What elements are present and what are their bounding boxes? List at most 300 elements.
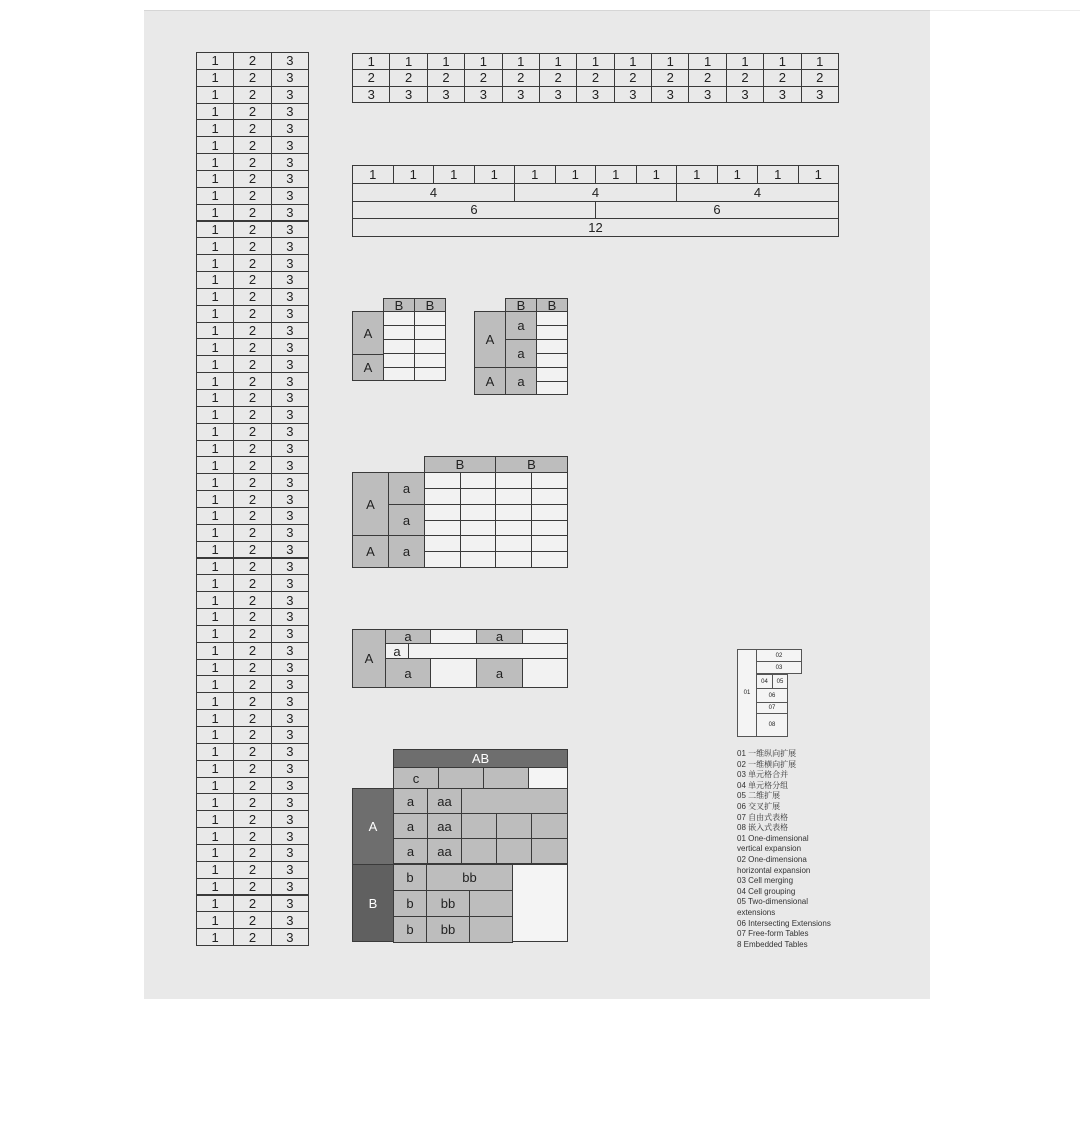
horizontal-table-cell: 2 bbox=[502, 69, 540, 86]
vertical-table-cell: 3 bbox=[271, 827, 309, 845]
vertical-table-cell: 2 bbox=[233, 574, 271, 592]
merge-table-cell: 1 bbox=[595, 165, 637, 184]
vertical-table-cell: 2 bbox=[233, 372, 271, 390]
vertical-table-cell: 3 bbox=[271, 473, 309, 491]
freeform-cell bbox=[496, 838, 532, 864]
group-body-cell bbox=[536, 339, 568, 354]
two-dim-header-cell: B bbox=[495, 456, 568, 473]
vertical-table-cell: 3 bbox=[271, 305, 309, 323]
freeform-cell: a bbox=[393, 838, 428, 864]
vertical-table-cell: 3 bbox=[271, 322, 309, 340]
group-body-cell bbox=[414, 367, 446, 381]
page-edge-line bbox=[930, 10, 1080, 11]
intersect-cell bbox=[522, 658, 568, 688]
mini-diagram-cell: 08 bbox=[756, 713, 788, 737]
vertical-table-cell: 2 bbox=[233, 709, 271, 727]
vertical-table-cell: 1 bbox=[196, 456, 234, 474]
group-header-cell: B bbox=[414, 298, 446, 312]
horizontal-table-cell: 2 bbox=[801, 69, 839, 86]
legend bbox=[737, 749, 867, 950]
vertical-table-cell: 1 bbox=[196, 271, 234, 289]
vertical-table-cell: 2 bbox=[233, 760, 271, 778]
legend-line: 01 One-dimensional bbox=[737, 833, 809, 843]
group-body-cell bbox=[414, 339, 446, 354]
vertical-table-cell: 1 bbox=[196, 440, 234, 458]
merge-table-cell: 4 bbox=[676, 183, 839, 202]
vertical-table-cell: 3 bbox=[271, 372, 309, 390]
horizontal-table-cell: 1 bbox=[726, 53, 764, 70]
vertical-table-cell: 2 bbox=[233, 473, 271, 491]
vertical-table-cell: 1 bbox=[196, 844, 234, 862]
intersect-cell: a bbox=[385, 629, 431, 644]
two-dim-body-cell bbox=[424, 535, 461, 552]
merge-table-cell: 4 bbox=[352, 183, 515, 202]
intersect-cell bbox=[522, 629, 568, 644]
vertical-table-cell: 2 bbox=[233, 726, 271, 744]
vertical-table-cell: 3 bbox=[271, 338, 309, 356]
horizontal-table-cell: 3 bbox=[427, 86, 465, 103]
freeform-cell bbox=[469, 916, 513, 943]
vertical-table-cell: 1 bbox=[196, 827, 234, 845]
vertical-table-cell: 3 bbox=[271, 153, 309, 171]
two-dim-subrow-cell: a bbox=[388, 535, 425, 568]
vertical-table-cell: 2 bbox=[233, 743, 271, 761]
vertical-table-cell: 3 bbox=[271, 541, 309, 559]
vertical-table-cell: 1 bbox=[196, 574, 234, 592]
merge-table-cell: 1 bbox=[717, 165, 759, 184]
two-dim-body-cell bbox=[460, 551, 497, 568]
horizontal-table-cell: 1 bbox=[801, 53, 839, 70]
vertical-table-cell: 2 bbox=[233, 322, 271, 340]
vertical-table-cell: 3 bbox=[271, 221, 309, 239]
vertical-table-cell: 2 bbox=[233, 675, 271, 693]
merge-table-cell: 1 bbox=[514, 165, 556, 184]
legend-line: vertical expansion bbox=[737, 844, 802, 854]
horizontal-table-cell: 1 bbox=[389, 53, 427, 70]
two-dim-row-cell: A bbox=[352, 535, 389, 568]
legend-line: 02 One-dimensiona bbox=[737, 854, 807, 864]
two-dim-body-cell bbox=[495, 488, 532, 505]
vertical-table-cell: 1 bbox=[196, 103, 234, 121]
intersect-cell: a bbox=[476, 629, 523, 644]
vertical-table-cell: 3 bbox=[271, 490, 309, 508]
group-body-cell bbox=[536, 325, 568, 340]
mini-diagram-cell: 04 bbox=[756, 674, 773, 689]
vertical-table-cell: 2 bbox=[233, 777, 271, 795]
vertical-table-cell: 2 bbox=[233, 136, 271, 154]
horizontal-table-cell: 1 bbox=[688, 53, 726, 70]
horizontal-table-cell: 2 bbox=[614, 69, 652, 86]
merge-table-cell: 1 bbox=[676, 165, 718, 184]
two-dim-body-cell bbox=[531, 472, 568, 489]
group-body-cell bbox=[536, 311, 568, 326]
legend-line: 07 Free-form Tables bbox=[737, 929, 809, 939]
vertical-table-cell: 3 bbox=[271, 440, 309, 458]
two-dim-body-cell bbox=[460, 535, 497, 552]
vertical-table-cell: 2 bbox=[233, 911, 271, 929]
vertical-table-cell: 1 bbox=[196, 726, 234, 744]
vertical-table-cell: 1 bbox=[196, 675, 234, 693]
two-dim-subrow-cell: a bbox=[388, 472, 425, 505]
group-body-cell bbox=[383, 325, 415, 340]
horizontal-table-cell: 2 bbox=[389, 69, 427, 86]
vertical-table-cell: 2 bbox=[233, 928, 271, 946]
freeform-cell bbox=[528, 767, 568, 789]
vertical-table-cell: 3 bbox=[271, 675, 309, 693]
vertical-table-cell: 1 bbox=[196, 608, 234, 626]
horizontal-table-cell: 2 bbox=[427, 69, 465, 86]
merge-table-cell: 1 bbox=[636, 165, 678, 184]
vertical-table-cell: 1 bbox=[196, 86, 234, 104]
vertical-table-cell: 2 bbox=[233, 878, 271, 896]
vertical-table-cell: 2 bbox=[233, 440, 271, 458]
vertical-table-cell: 2 bbox=[233, 153, 271, 171]
vertical-table-cell: 2 bbox=[233, 810, 271, 828]
two-dim-body-cell bbox=[495, 551, 532, 568]
vertical-table-cell: 2 bbox=[233, 52, 271, 70]
vertical-table-cell: 3 bbox=[271, 86, 309, 104]
two-dim-body-cell bbox=[531, 535, 568, 552]
vertical-table-cell: 1 bbox=[196, 187, 234, 205]
vertical-table-cell: 2 bbox=[233, 86, 271, 104]
horizontal-table-cell: 1 bbox=[651, 53, 689, 70]
group-body-cell bbox=[536, 381, 568, 395]
vertical-table-cell: 1 bbox=[196, 406, 234, 424]
vertical-table-cell: 2 bbox=[233, 591, 271, 609]
group-row-cell: A bbox=[474, 367, 506, 395]
vertical-table-cell: 2 bbox=[233, 254, 271, 272]
merge-table-cell: 4 bbox=[514, 183, 677, 202]
vertical-table-cell: 1 bbox=[196, 204, 234, 222]
vertical-table-cell: 3 bbox=[271, 642, 309, 660]
group-header-cell: B bbox=[536, 298, 568, 312]
legend-line: 05 二维扩展 bbox=[737, 791, 781, 801]
freeform-cell bbox=[531, 838, 568, 864]
vertical-table-cell: 3 bbox=[271, 574, 309, 592]
vertical-table-cell: 3 bbox=[271, 271, 309, 289]
freeform-cell bbox=[461, 813, 497, 839]
vertical-table-cell: 1 bbox=[196, 760, 234, 778]
horizontal-table-cell: 3 bbox=[726, 86, 764, 103]
intersect-cell: a bbox=[385, 658, 431, 688]
vertical-table-cell: 3 bbox=[271, 119, 309, 137]
mini-diagram-cell: 02 bbox=[756, 649, 802, 662]
vertical-table-cell: 3 bbox=[271, 103, 309, 121]
group-body-cell bbox=[383, 339, 415, 354]
two-dim-body-cell bbox=[424, 504, 461, 521]
vertical-table-cell: 2 bbox=[233, 608, 271, 626]
horizontal-table-cell: 3 bbox=[352, 86, 390, 103]
mini-diagram-cell: 03 bbox=[756, 661, 802, 674]
legend-line: 07 自由式表格 bbox=[737, 812, 789, 822]
vertical-table-cell: 1 bbox=[196, 709, 234, 727]
vertical-table-cell: 3 bbox=[271, 793, 309, 811]
merge-table-cell: 1 bbox=[757, 165, 799, 184]
vertical-table-cell: 3 bbox=[271, 878, 309, 896]
horizontal-table-cell: 3 bbox=[464, 86, 502, 103]
horizontal-table-cell: 3 bbox=[389, 86, 427, 103]
vertical-table-cell: 1 bbox=[196, 507, 234, 525]
vertical-table-cell: 2 bbox=[233, 119, 271, 137]
merge-table-cell: 1 bbox=[352, 165, 394, 184]
freeform-cell: bb bbox=[426, 916, 470, 943]
horizontal-table-cell: 1 bbox=[464, 53, 502, 70]
vertical-table-cell: 2 bbox=[233, 237, 271, 255]
group-row-cell: A bbox=[352, 311, 384, 355]
vertical-table-cell: 2 bbox=[233, 423, 271, 441]
vertical-table-cell: 1 bbox=[196, 692, 234, 710]
vertical-table-cell: 3 bbox=[271, 254, 309, 272]
horizontal-table-cell: 2 bbox=[651, 69, 689, 86]
group-body-cell bbox=[414, 353, 446, 368]
horizontal-table-cell: 1 bbox=[539, 53, 577, 70]
horizontal-table-cell: 3 bbox=[614, 86, 652, 103]
intersect-cell bbox=[408, 643, 568, 659]
vertical-table-cell: 2 bbox=[233, 625, 271, 643]
vertical-table-cell: 1 bbox=[196, 69, 234, 87]
vertical-table-cell: 2 bbox=[233, 221, 271, 239]
merge-table-cell: 1 bbox=[474, 165, 516, 184]
legend-line: 03 Cell merging bbox=[737, 876, 794, 886]
vertical-table-cell: 1 bbox=[196, 895, 234, 913]
merge-table-cell: 6 bbox=[352, 201, 596, 220]
vertical-table-cell: 1 bbox=[196, 52, 234, 70]
merge-table-cell: 6 bbox=[595, 201, 839, 220]
intersect-cell: a bbox=[476, 658, 523, 688]
vertical-table-cell: 3 bbox=[271, 237, 309, 255]
vertical-table-cell: 1 bbox=[196, 288, 234, 306]
horizontal-table-cell: 3 bbox=[502, 86, 540, 103]
vertical-table-cell: 1 bbox=[196, 355, 234, 373]
legend-line: 06 Intersecting Extensions bbox=[737, 918, 831, 928]
two-dim-row-cell: A bbox=[352, 472, 389, 536]
vertical-table-cell: 2 bbox=[233, 170, 271, 188]
mini-diagram-cell: 05 bbox=[772, 674, 788, 689]
vertical-table-cell: 1 bbox=[196, 119, 234, 137]
legend-line: 06 交叉扩展 bbox=[737, 801, 781, 811]
vertical-table-cell: 3 bbox=[271, 726, 309, 744]
vertical-table-cell: 2 bbox=[233, 558, 271, 576]
vertical-table-cell: 3 bbox=[271, 136, 309, 154]
vertical-table-cell: 3 bbox=[271, 591, 309, 609]
vertical-table-cell: 3 bbox=[271, 659, 309, 677]
freeform-cell: b bbox=[393, 890, 427, 917]
vertical-table-cell: 1 bbox=[196, 541, 234, 559]
freeform-cell: a bbox=[393, 813, 428, 839]
vertical-table-cell: 3 bbox=[271, 507, 309, 525]
vertical-table-cell: 1 bbox=[196, 878, 234, 896]
vertical-table-cell: 1 bbox=[196, 322, 234, 340]
two-dim-body-cell bbox=[495, 535, 532, 552]
merge-table-cell: 1 bbox=[433, 165, 475, 184]
mini-diagram-cell: 07 bbox=[756, 702, 788, 714]
subgroup-cell: a bbox=[505, 367, 537, 395]
group-header-cell: B bbox=[383, 298, 415, 312]
vertical-table-cell: 3 bbox=[271, 743, 309, 761]
vertical-table-cell: 3 bbox=[271, 861, 309, 879]
vertical-table-cell: 1 bbox=[196, 389, 234, 407]
freeform-group-cell: B bbox=[352, 864, 394, 942]
two-dim-body-cell bbox=[531, 488, 568, 505]
two-dim-body-cell bbox=[424, 551, 461, 568]
horizontal-table-cell: 1 bbox=[614, 53, 652, 70]
legend-line: 04 单元格分组 bbox=[737, 780, 789, 790]
freeform-group-cell: A bbox=[352, 788, 394, 865]
vertical-table-cell: 1 bbox=[196, 911, 234, 929]
freeform-cell: bb bbox=[426, 864, 513, 891]
vertical-table-cell: 1 bbox=[196, 743, 234, 761]
intersect-cell bbox=[430, 658, 477, 688]
group-body-cell bbox=[383, 311, 415, 326]
freeform-cell bbox=[531, 813, 568, 839]
two-dim-subrow-cell: a bbox=[388, 504, 425, 536]
freeform-cell: aa bbox=[427, 813, 462, 839]
two-dim-body-cell bbox=[495, 472, 532, 489]
two-dim-body-cell bbox=[424, 472, 461, 489]
subgroup-cell: a bbox=[505, 311, 537, 340]
freeform-cell bbox=[483, 767, 529, 789]
merge-table-cell: 1 bbox=[555, 165, 597, 184]
vertical-table-cell: 2 bbox=[233, 204, 271, 222]
freeform-cell bbox=[469, 890, 513, 917]
vertical-table-cell: 1 bbox=[196, 524, 234, 542]
freeform-cell: b bbox=[393, 916, 427, 943]
vertical-table-cell: 1 bbox=[196, 153, 234, 171]
freeform-cell: c bbox=[393, 767, 439, 789]
freeform-cell: aa bbox=[427, 838, 462, 864]
horizontal-table-cell: 1 bbox=[502, 53, 540, 70]
vertical-table-cell: 2 bbox=[233, 456, 271, 474]
horizontal-table-cell: 2 bbox=[464, 69, 502, 86]
vertical-table-cell: 2 bbox=[233, 524, 271, 542]
vertical-table-cell: 2 bbox=[233, 305, 271, 323]
vertical-table-cell: 1 bbox=[196, 254, 234, 272]
vertical-table-cell: 3 bbox=[271, 524, 309, 542]
vertical-table-cell: 2 bbox=[233, 541, 271, 559]
freeform-cell bbox=[461, 788, 568, 814]
subgroup-cell: a bbox=[505, 339, 537, 368]
legend-line: 8 Embedded Tables bbox=[737, 939, 808, 949]
vertical-table-cell: 2 bbox=[233, 355, 271, 373]
vertical-table-cell: 1 bbox=[196, 237, 234, 255]
vertical-table-cell: 3 bbox=[271, 928, 309, 946]
vertical-table-cell: 2 bbox=[233, 642, 271, 660]
horizontal-table-cell: 2 bbox=[539, 69, 577, 86]
two-dim-body-cell bbox=[460, 488, 497, 505]
vertical-table-cell: 1 bbox=[196, 170, 234, 188]
vertical-table-cell: 2 bbox=[233, 659, 271, 677]
vertical-table-cell: 3 bbox=[271, 760, 309, 778]
legend-line: 04 Cell grouping bbox=[737, 886, 796, 896]
vertical-table-cell: 1 bbox=[196, 136, 234, 154]
vertical-table-cell: 1 bbox=[196, 423, 234, 441]
vertical-table-cell: 1 bbox=[196, 221, 234, 239]
vertical-table-cell: 3 bbox=[271, 204, 309, 222]
two-dim-body-cell bbox=[531, 551, 568, 568]
vertical-table-cell: 3 bbox=[271, 170, 309, 188]
intersect-cell: a bbox=[385, 643, 409, 659]
horizontal-table-cell: 3 bbox=[763, 86, 801, 103]
vertical-table-cell: 3 bbox=[271, 406, 309, 424]
freeform-cell: a bbox=[393, 788, 428, 814]
merge-table-cell: 1 bbox=[798, 165, 840, 184]
group-body-cell bbox=[414, 311, 446, 326]
legend-line: 03 单元格合并 bbox=[737, 770, 789, 780]
freeform-cell bbox=[461, 838, 497, 864]
vertical-table-cell: 2 bbox=[233, 692, 271, 710]
vertical-table-cell: 3 bbox=[271, 69, 309, 87]
vertical-table-cell: 1 bbox=[196, 928, 234, 946]
vertical-table-cell: 3 bbox=[271, 355, 309, 373]
group-body-cell bbox=[536, 367, 568, 382]
legend-line: 08 嵌入式表格 bbox=[737, 823, 789, 833]
merge-table-cell: 12 bbox=[352, 218, 839, 237]
vertical-table-cell: 3 bbox=[271, 423, 309, 441]
group-body-cell bbox=[536, 353, 568, 368]
intersect-cell bbox=[430, 629, 477, 644]
group-header-cell: B bbox=[505, 298, 537, 312]
group-body-cell bbox=[383, 353, 415, 368]
vertical-table-cell: 2 bbox=[233, 861, 271, 879]
freeform-cell bbox=[496, 813, 532, 839]
vertical-table-cell: 2 bbox=[233, 406, 271, 424]
freeform-cell bbox=[438, 767, 484, 789]
legend-line: 02 一维横向扩展 bbox=[737, 759, 797, 769]
vertical-table-cell: 3 bbox=[271, 625, 309, 643]
horizontal-table-cell: 1 bbox=[352, 53, 390, 70]
vertical-table-cell: 3 bbox=[271, 844, 309, 862]
vertical-table-cell: 1 bbox=[196, 372, 234, 390]
vertical-table-cell: 3 bbox=[271, 389, 309, 407]
group-row-cell: A bbox=[474, 311, 506, 368]
group-body-cell bbox=[414, 325, 446, 340]
freeform-cell: bb bbox=[426, 890, 470, 917]
vertical-table-cell: 2 bbox=[233, 793, 271, 811]
group-body-cell bbox=[383, 367, 415, 381]
vertical-table-cell: 2 bbox=[233, 271, 271, 289]
vertical-table-cell: 1 bbox=[196, 490, 234, 508]
freeform-cell: aa bbox=[427, 788, 462, 814]
vertical-table-cell: 1 bbox=[196, 793, 234, 811]
horizontal-table-cell: 3 bbox=[576, 86, 614, 103]
horizontal-table-cell: 3 bbox=[651, 86, 689, 103]
two-dim-body-cell bbox=[460, 504, 497, 521]
vertical-table-cell: 1 bbox=[196, 810, 234, 828]
vertical-table-cell: 1 bbox=[196, 659, 234, 677]
vertical-table-cell: 3 bbox=[271, 52, 309, 70]
mini-diagram-cell: 01 bbox=[737, 649, 757, 737]
vertical-table-cell: 3 bbox=[271, 288, 309, 306]
vertical-table-cell: 2 bbox=[233, 389, 271, 407]
legend-line: horizontal expansion bbox=[737, 865, 811, 875]
vertical-table-cell: 3 bbox=[271, 777, 309, 795]
mini-diagram-cell: 06 bbox=[756, 688, 788, 703]
freeform-cell bbox=[512, 864, 568, 942]
vertical-table-cell: 2 bbox=[233, 507, 271, 525]
vertical-table-cell: 3 bbox=[271, 187, 309, 205]
vertical-table-cell: 1 bbox=[196, 777, 234, 795]
horizontal-table-cell: 3 bbox=[801, 86, 839, 103]
vertical-table-cell: 3 bbox=[271, 709, 309, 727]
horizontal-table-cell: 2 bbox=[726, 69, 764, 86]
vertical-table-cell: 1 bbox=[196, 861, 234, 879]
horizontal-table-cell: 1 bbox=[763, 53, 801, 70]
vertical-table-cell: 1 bbox=[196, 642, 234, 660]
horizontal-table-cell: 2 bbox=[576, 69, 614, 86]
vertical-table-cell: 1 bbox=[196, 591, 234, 609]
vertical-table-cell: 2 bbox=[233, 338, 271, 356]
freeform-cell: b bbox=[393, 864, 427, 891]
